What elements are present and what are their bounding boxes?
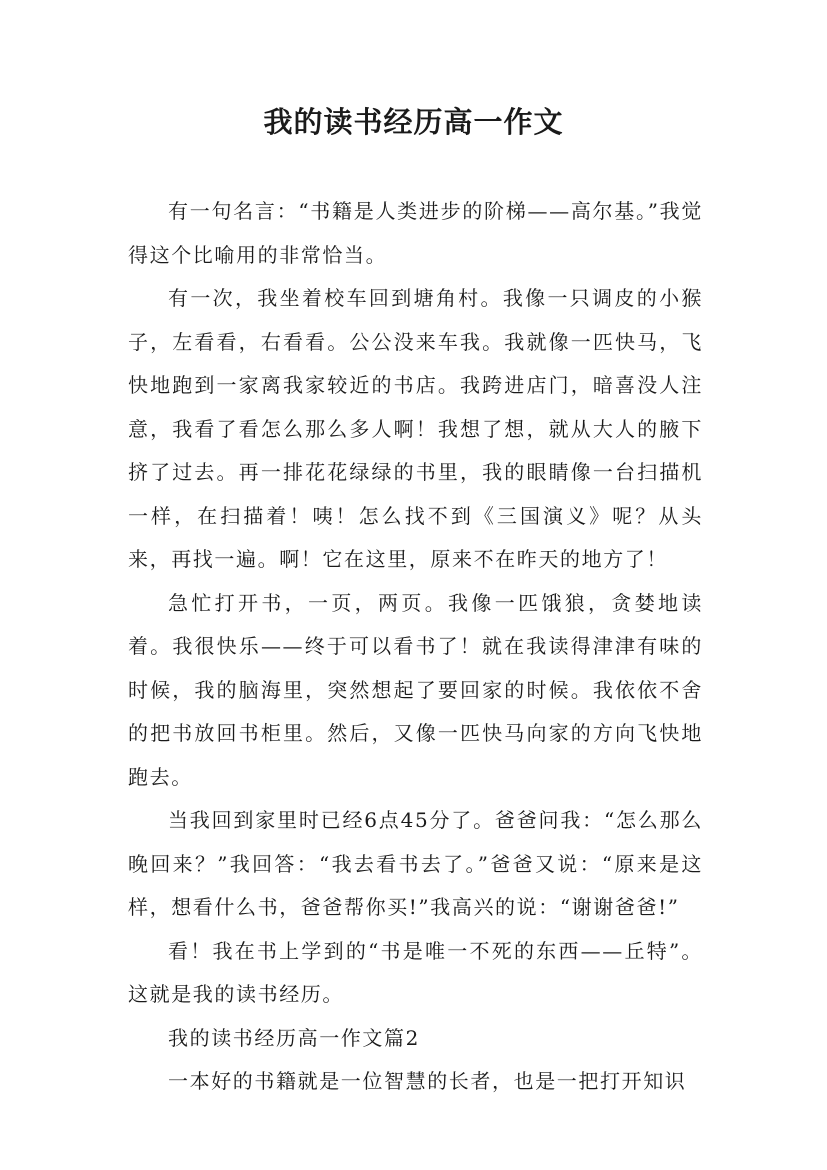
paragraph: 有一次，我坐着校车回到塘角村。我像一只调皮的小猴子，左看看，右看看。公公没来车我。我就像一匹快马，飞快地跑到一家离我家较近的书店。我跨进店门，暗喜没人注意，我看了看怎么那么多人啊！我想了想，就从大人的腋下挤了过去。再一排花花绿绿的书里，我的眼睛像一台扫描机一样，在扫描着！咦！怎么找不到《三国演义》呢？从头来，再找一遍。啊！它在这里，原来不在昨天的地方了！: [128, 286, 703, 571]
document-title: 我的读书经历高一作文: [263, 105, 564, 139]
paragraph: 当我回到家里时已经6点45分了。爸爸问我：“怎么那么晚回来？”我回答：“我去看书去了。”爸爸又说：“原来是这样，想看什么书，爸爸帮你买!”我高兴的说：“谢谢爸爸!”: [128, 808, 703, 919]
document-body: [128, 190, 703, 1104]
paragraph: 有一句名言：“书籍是人类进步的阶梯——高尔基。”我觉得这个比喻用的非常恰当。: [128, 199, 703, 267]
section-heading: 我的读书经历高一作文篇2: [168, 1025, 420, 1050]
paragraph: 急忙打开书，一页，两页。我像一匹饿狼，贪婪地读着。我很快乐——终于可以看书了！就在我读得津津有味的时候，我的脑海里，突然想起了要回家的时候。我依依不舍的把书放回书柜里。然后，又像一匹快马向家的方向飞快地跑去。: [128, 590, 703, 789]
paragraph: 看！我在书上学到的“书是唯一不死的东西——丘特”。这就是我的读书经历。: [128, 938, 703, 1006]
paragraph: 一本好的书籍就是一位智慧的长者，也是一把打开知识: [168, 1069, 687, 1093]
